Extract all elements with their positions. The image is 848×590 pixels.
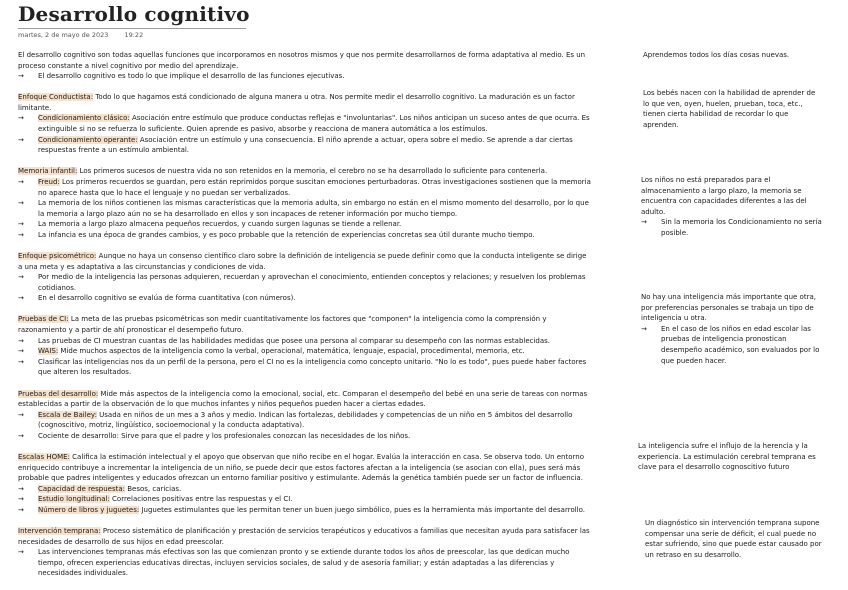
term: Capacidad de respuesta: xyxy=(38,484,125,493)
arrow-icon: → xyxy=(18,347,24,356)
arrow-icon: → xyxy=(18,410,24,419)
paragraph-text: Califica la estimación intelectual y el apoyo que observan que niño recibe en el hogar. Evalúa la interacción en casa. Se observa todo. Un entorno enriquecido contribuye a incrementar la inteligencia de un niño, se puede decir que estos factores afectan a la inteligencia (se asocian con ella), pues será más probable que padres inteligentes y educados ofrezcan un entorno familiar positivo y estimulante. Además la genética también puede ser un factor de influencia. xyxy=(18,453,584,483)
side-note-text: Los niños no está preparados para el almacenamiento a largo plazo, la memoria se encuentra con capacidades diferentes a las del adulto. xyxy=(641,176,807,216)
heading: Enfoque Conductista: xyxy=(18,93,94,102)
arrow-icon: → xyxy=(18,548,24,557)
section-memoria xyxy=(18,166,592,240)
heading: Memoria infantil: xyxy=(18,167,78,176)
paragraph xyxy=(18,452,592,484)
bullet xyxy=(18,357,592,378)
bullet xyxy=(18,431,592,442)
bullet-text: La memoria de los niños contienen las mismas características que la memoria adulta, sin embargo no están en el mismo momento del desarrollo, por lo que la memoria a largo plazo aún no se ha desarrollado en ellos y son incapaces de retener información por mucho tiempo. xyxy=(38,199,589,218)
term: Condicionamiento clásico: xyxy=(38,114,130,123)
heading: Pruebas de CI: xyxy=(18,315,69,324)
side-note xyxy=(641,175,829,239)
bullet-text: Las pruebas de CI muestran cuantas de las habilidades medidas que posee una persona al comparar su desempeño con las normas establecidas. xyxy=(38,336,551,345)
bullet-text: Besos, caricias. xyxy=(124,484,182,493)
arrow-icon: → xyxy=(18,273,24,282)
paragraph-text: Los primeros sucesos de nuestra vida no son retenidos en la memoria, el cerebro no se ha desarrollado lo suficiente para contenerla. xyxy=(77,167,548,176)
bullet xyxy=(18,135,592,156)
bullet xyxy=(18,230,592,241)
paragraph-text: La meta de las pruebas psicométricas son medir cuantitativamente los factores que "componen" la inteligencia como la comprensión y razonamiento y a partir de ahí pronosticar el desempeño futuro. xyxy=(18,315,547,335)
paragraph xyxy=(18,389,592,410)
term: Freud: xyxy=(38,177,60,186)
section-psicometrico xyxy=(18,251,592,304)
side-note-text: Un diagnóstico sin intervención temprana supone compensar una serie de déficit, el cual puede no estar sufriendo, sino que puede estar causado por un retraso en su desarrollo. xyxy=(645,519,822,559)
bullet-text: Por medio de la inteligencia las personas adquieren, recuerdan y aprovechan el conocimiento, entienden conceptos y relaciones; y resuelven los problemas cotidianos. xyxy=(38,273,586,292)
bullet xyxy=(18,177,592,198)
side-note-text: Aprendemos todos los días cosas nuevas. xyxy=(643,51,790,59)
term: WAIS: xyxy=(38,347,59,356)
side-note-text: No hay una inteligencia más importante que otra, por preferencias personales se trabaja un tipo de inteligencia u otra. xyxy=(641,293,816,323)
arrow-icon: → xyxy=(18,495,24,504)
paragraph-text: Proceso sistemático de planificación y prestación de servicios terapéuticos y educativos a familias que necesitan ayuda para satisfacer las necesidades de desarrollo de sus hijos en edad preescolar. xyxy=(18,527,590,546)
page-date: martes, 2 de mayo de 2023 xyxy=(18,31,109,39)
paragraph-text: Mide más aspectos de la inteligencia como la emocional, social, etc. Comparan el desempeño del bebé en una serie de tareas con normas establecidas a partir de la observación de lo que muchos infantes y niños pequeños pueden hacer a ciertas edades. xyxy=(18,389,588,409)
arrow-icon: → xyxy=(18,135,24,144)
heading: Pruebas del desarrollo: xyxy=(18,389,99,398)
bullet-text: En el caso de los niños en edad escolar las pruebas de inteligencia pronostican desempeño académico, son evaluados por lo que pueden hacer. xyxy=(661,324,820,365)
section-intro xyxy=(18,50,592,82)
arrow-icon: → xyxy=(18,177,24,186)
side-note xyxy=(641,292,829,366)
term: Estudio longitudinal: xyxy=(38,495,110,504)
bullet xyxy=(641,217,829,238)
arrow-icon: → xyxy=(18,484,24,493)
bullet xyxy=(18,219,592,230)
bullet xyxy=(18,71,592,82)
bullet-text: La infancia es una época de grandes cambios, y es poco probable que la retención de experiencias concretas sea útil durante mucho tiempo. xyxy=(38,230,535,239)
page-time: 19:22 xyxy=(124,31,144,39)
bullet xyxy=(18,113,592,134)
arrow-icon: → xyxy=(18,220,24,229)
paragraph xyxy=(18,314,592,335)
bullet-text: Las intervenciones tempranas más efectivas son las que comienzan pronto y se extiende durante todos los años de preescolar, las que dedican mucho tiempo, ofrecen experiencias educativas directas, incluyen servicios sociales, de salud y de asesoría familiar; y están adaptadas a las diferencias y necesidades individuales. xyxy=(38,548,570,578)
term: Escala de Bailey: xyxy=(38,410,97,419)
bullet xyxy=(18,272,592,293)
term: Número de libros y juguetes: xyxy=(38,505,140,514)
arrow-icon: → xyxy=(18,431,24,440)
page-meta xyxy=(18,31,157,39)
bullet xyxy=(18,346,592,357)
page-title: Desarrollo cognitivo xyxy=(18,2,250,26)
section-home xyxy=(18,452,592,516)
bullet-text: Los primeros recuerdos se guardan, pero están reprimidos porque suscitan emociones perturbadoras. Otras investigaciones sostienen que la memoria no aparece hasta que lo hace el lenguaje y no puedan ser verbalizados. xyxy=(38,177,591,197)
arrow-icon: → xyxy=(18,357,24,366)
bullet xyxy=(641,324,829,366)
bullet-text: Cociente de desarrollo: Sirve para que el padre y los profesionales conozcan las necesidades de los niños. xyxy=(38,431,411,440)
bullet xyxy=(18,410,592,431)
bullet xyxy=(18,336,592,347)
paragraph xyxy=(18,251,592,272)
bullet xyxy=(18,198,592,219)
bullet xyxy=(18,547,592,579)
side-note-text: Los bebés nacen con la habilidad de aprender de lo que ven, oyen, huelen, prueban, toca, etc., tienen cierta habilidad de recordar lo que aprenden. xyxy=(643,89,816,129)
bullet-text: Clasificar las inteligencias nos da un perfil de la persona, pero el CI no es la inteligencia como concepto unitario. "No lo es todo", pues puede haber factores que alteren los resultados. xyxy=(38,357,587,377)
side-note xyxy=(638,441,830,473)
bullet-text: Juguetes estimulantes que les permitan tener un buen juego simbólico, pues es la herramienta más importante del desarrollo. xyxy=(139,505,586,514)
side-note-text: La inteligencia sufre el influjo de la herencia y la experiencia. La estimulación cerebral temprana es clave para el desarrollo cognoscitivo futuro xyxy=(638,442,816,472)
heading: Intervención temprana: xyxy=(18,527,101,536)
side-note xyxy=(645,518,829,560)
paragraph-text: Aunque no haya un consenso científico claro sobre la definición de inteligencia se puede definir como que la conducta inteligente se dirige a una meta y es adaptativa a las circunstancias y condiciones de vida. xyxy=(18,252,587,271)
arrow-icon: → xyxy=(18,336,24,345)
paragraph-text: Todo lo que hagamos está condicionado de alguna manera u otra. Nos permite medir el desarrollo cognitivo. La maduración es un factor limitante. xyxy=(18,93,575,112)
heading: Enfoque psicométrico: xyxy=(18,252,97,260)
arrow-icon: → xyxy=(18,72,24,81)
note-body xyxy=(18,50,592,590)
arrow-icon: → xyxy=(18,294,24,303)
bullet xyxy=(18,484,592,495)
bullet-text: Usada en niños de un mes a 3 años y medio. Indican las fortalezas, debilidades y competencias de un niño en 5 ámbitos del desarrollo (cognoscitivo, motriz, lingüístico, socioemocional y la conducta adaptativa). xyxy=(38,410,573,430)
arrow-icon: → xyxy=(18,230,24,239)
bullet-text: Correlaciones positivas entre las respuestas y el CI. xyxy=(109,495,293,504)
side-note xyxy=(643,88,823,130)
bullet-text: Mide muchos aspectos de la inteligencia como la verbal, operacional, matemática, lenguaje, espacial, procedimental, memoria, etc. xyxy=(58,347,525,356)
bullet xyxy=(18,505,592,516)
heading: Escalas HOME: xyxy=(18,453,70,461)
term: Condicionamiento operante: xyxy=(38,135,138,144)
bullet-text: En el desarrollo cognitivo se evalúa de forma cuantitativa (con números). xyxy=(38,294,296,303)
paragraph xyxy=(18,92,592,113)
bullet-text: La memoria a largo plazo almacena pequeños recuerdos, y cuando surgen lagunas se tiende a rellenar. xyxy=(38,220,402,229)
section-conductista xyxy=(18,92,592,156)
section-ci xyxy=(18,314,592,378)
bullet-text: Sin la memoria los Condicionamiento no sería posible. xyxy=(661,218,822,237)
bullet-text: Asociación entre un estímulo y una consecuencia. El niño aprende a actuar, opera sobre el medio. Se aprende a dar ciertas respuestas frente a un estímulo ambiental. xyxy=(38,135,573,155)
paragraph xyxy=(18,166,592,177)
bullet-text: Asociación entre estímulo que produce conductas reflejas e "involuntarias". Los niños anticipan un suceso antes de que ocurra. Es extinguible si no se refuerza lo suficiente. Quien aprende es pasivo, absorbe y reacciona de manera automática a los estímulos. xyxy=(38,114,590,134)
paragraph: El desarrollo cognitivo son todas aquellas funciones que incorporamos en nosotros mismos y que nos permite desarrollarnos de forma adaptativa al medio. Es un proceso constante a nivel cognitivo por medio del aprendizaje. xyxy=(18,51,586,70)
arrow-icon: → xyxy=(18,505,24,514)
side-note xyxy=(643,50,823,61)
bullet-text: El desarrollo cognitivo es todo lo que implique el desarrollo de las funciones ejecutivas. xyxy=(38,72,345,81)
arrow-icon: → xyxy=(641,324,647,333)
paragraph xyxy=(18,526,592,547)
title-underline xyxy=(18,28,246,29)
bullet xyxy=(18,293,592,304)
arrow-icon: → xyxy=(18,114,24,123)
arrow-icon: → xyxy=(18,199,24,208)
arrow-icon: → xyxy=(641,218,647,227)
section-desarrollo xyxy=(18,389,592,442)
section-intervencion xyxy=(18,526,592,579)
bullet xyxy=(18,494,592,505)
